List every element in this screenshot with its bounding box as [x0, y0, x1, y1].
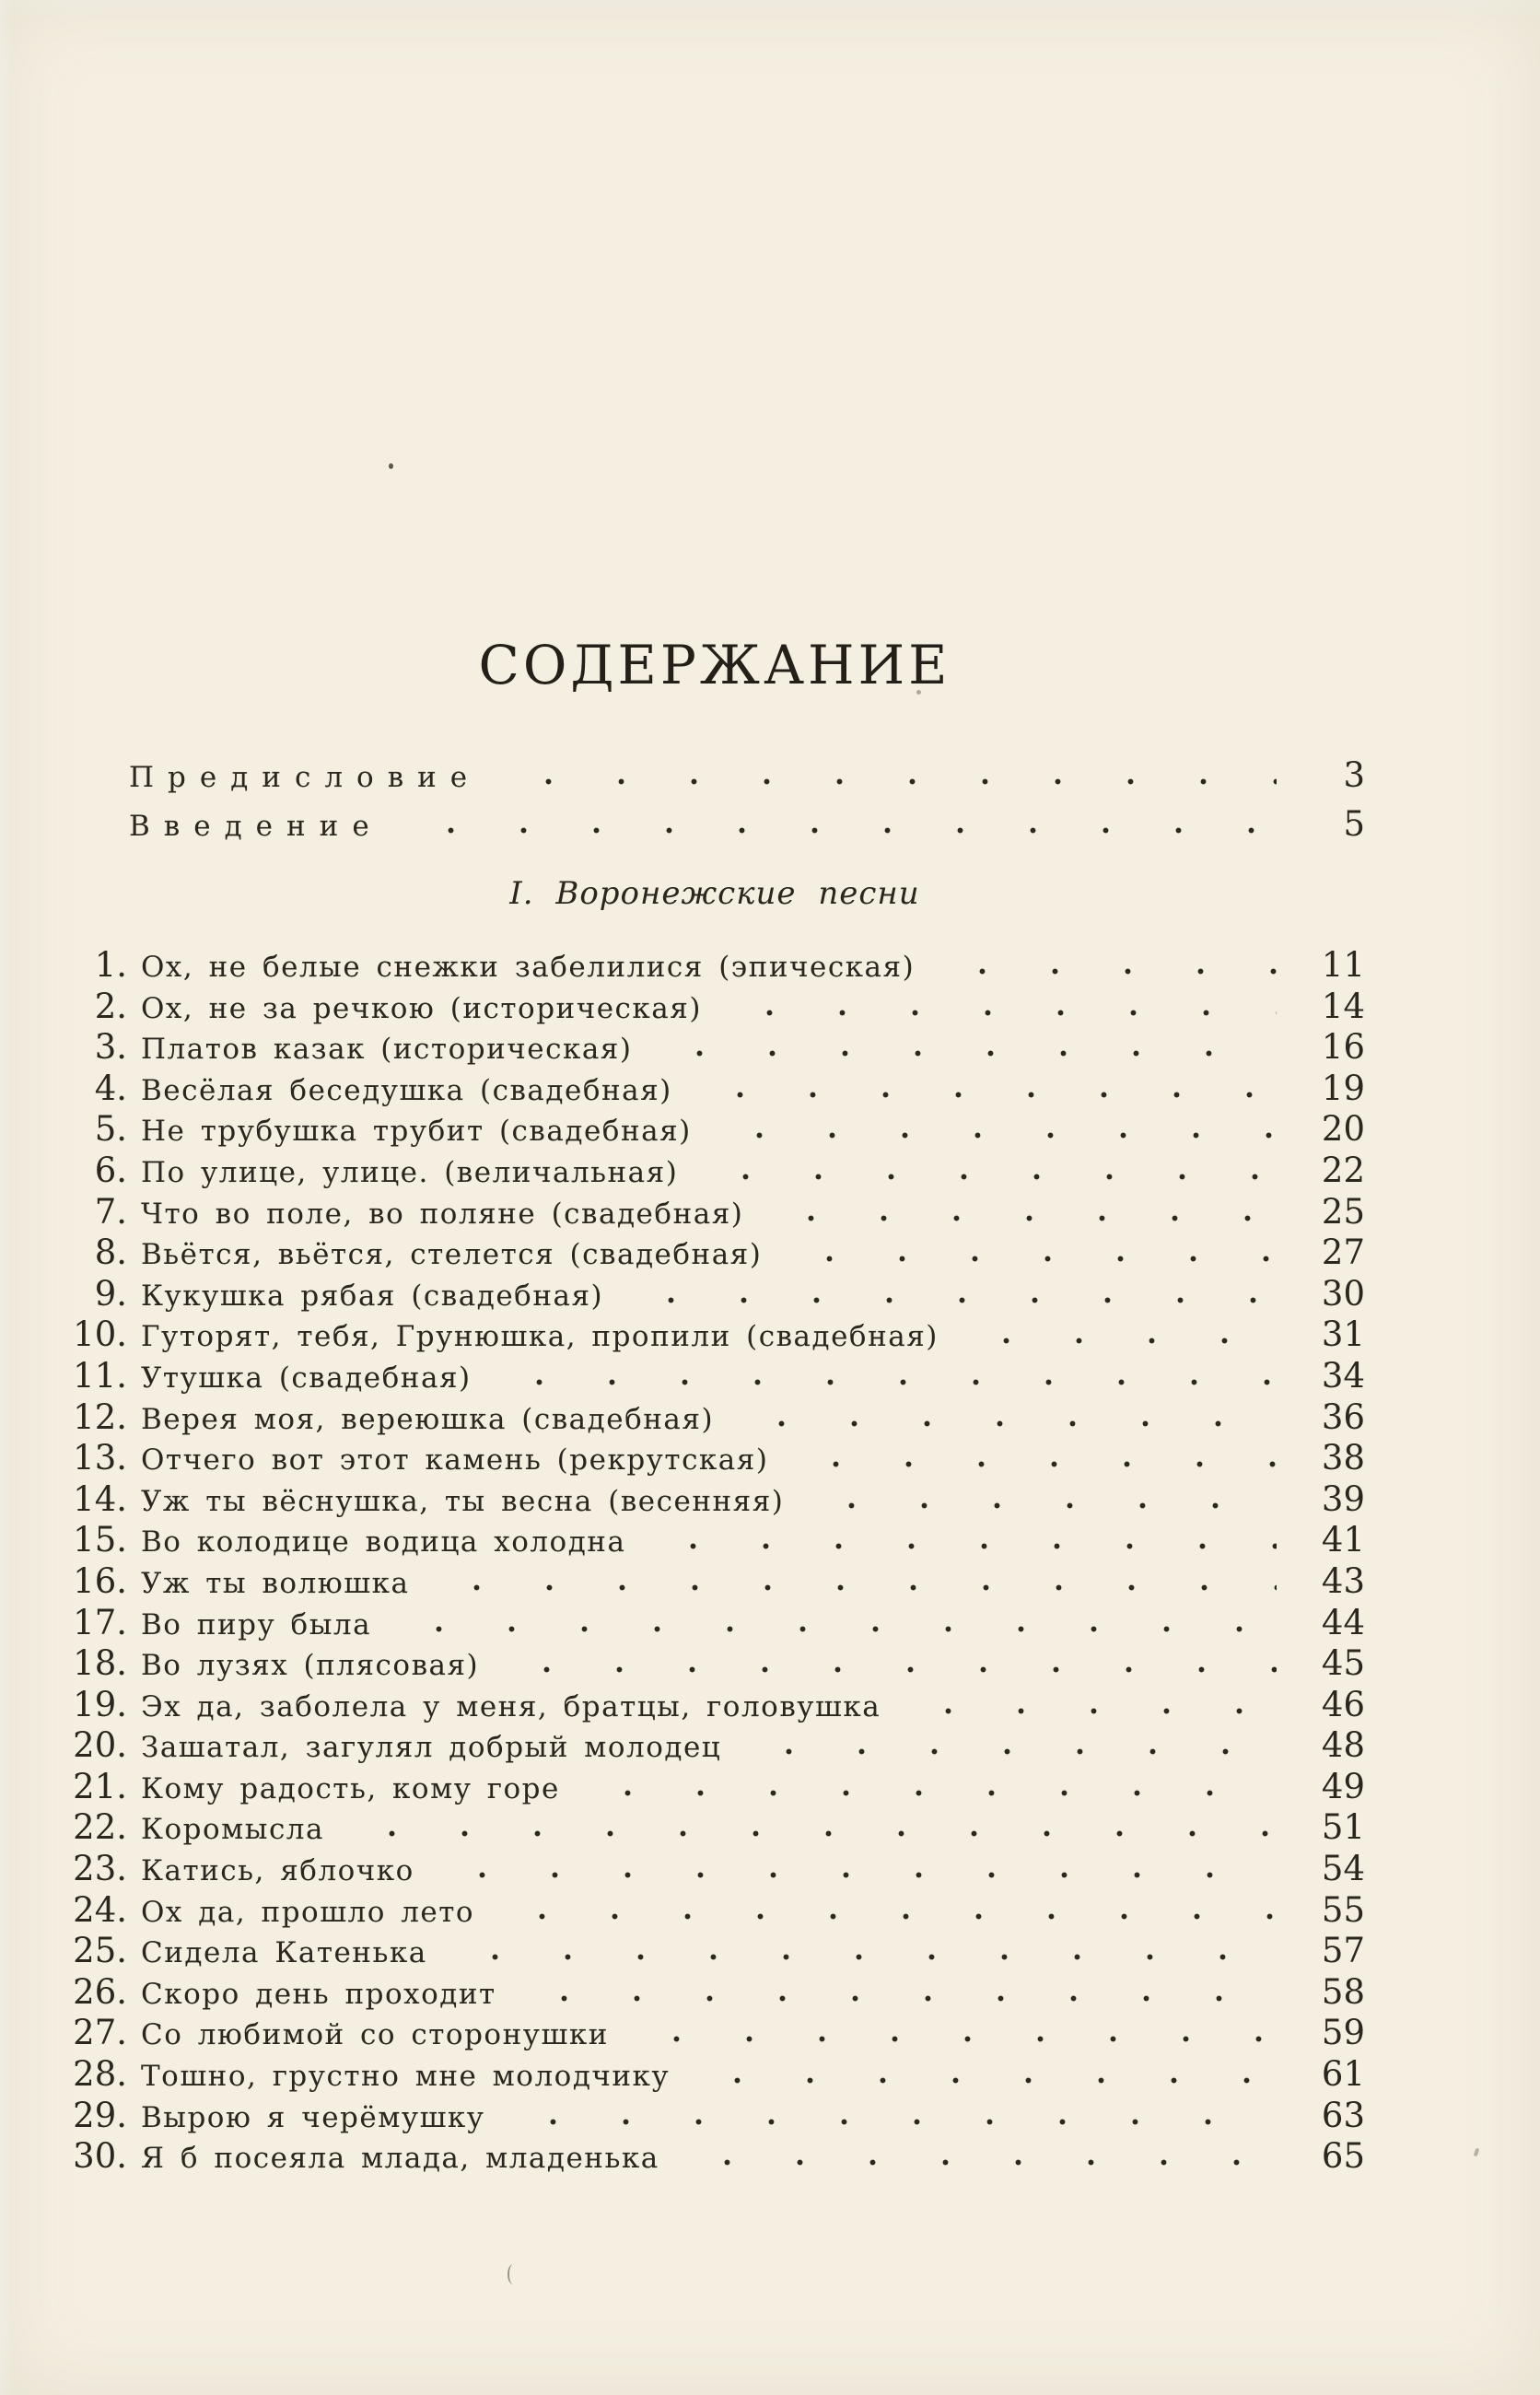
entry-page-number: 39: [1321, 1478, 1365, 1519]
dot-leader: [591, 1790, 1277, 1798]
entry-page-number: 22: [1321, 1150, 1365, 1190]
dot-leader: [793, 1256, 1277, 1264]
entry-page-number: 65: [1321, 2136, 1365, 2177]
entry-title: Зашатал, загулял добрый молодец: [141, 1731, 722, 1765]
entry-number: 19.: [73, 1684, 127, 1724]
toc-row: [64, 1971, 1365, 2015]
dot-leader: [528, 1995, 1277, 2004]
entry-title: Не трубушка трубит (свадебная): [141, 1115, 692, 1149]
dot-leader: [663, 1050, 1277, 1058]
entry-number: 30.: [73, 2136, 127, 2177]
entry-title: Ох, не за речкою (историческая): [141, 991, 702, 1025]
entry-title: Катись, яблочко: [141, 1854, 414, 1888]
front-matter-page-number: 3: [1343, 755, 1365, 795]
toc-row: [64, 1070, 1365, 1112]
toc-row: [64, 1029, 1365, 1070]
dot-leader: [657, 1543, 1277, 1551]
toc-row: [64, 1440, 1365, 1481]
toc-row: [64, 1684, 1365, 1728]
dot-leader: [970, 1338, 1277, 1346]
entry-number: 26.: [73, 1971, 127, 2012]
entry-number: 9.: [94, 1273, 127, 1314]
toc-row: [64, 1851, 1365, 1892]
toc-row: [64, 1111, 1365, 1152]
entry-title: Верея моя, вереюшка (свадебная): [141, 1402, 715, 1436]
entry-title: Гуторят, тебя, Грунюшка, пропили (свадебная): [141, 1320, 939, 1354]
entry-title: Вьётся, вьётся, стелется (свадебная): [141, 1238, 763, 1272]
dot-leader: [775, 1215, 1277, 1223]
dot-leader: [704, 1092, 1277, 1100]
entry-page-number: 20: [1321, 1109, 1365, 1150]
entry-page-number: 14: [1321, 986, 1365, 1026]
entry-page-number: 57: [1321, 1931, 1365, 1971]
entry-title: Во колодице водица холодна: [141, 1525, 626, 1560]
entry-number: 12.: [73, 1396, 127, 1437]
dot-leader: [912, 1708, 1277, 1716]
dot-leader: [356, 1830, 1277, 1839]
entry-number: 29.: [73, 2095, 127, 2135]
section-heading: I. Воронежские песни: [509, 875, 920, 912]
paper-speck: [916, 690, 921, 695]
toc-row: [64, 1478, 1365, 1523]
entry-number: 5.: [94, 1109, 127, 1150]
dot-leader: [459, 1954, 1277, 1962]
toc-row: [64, 1191, 1365, 1235]
entry-page-number: 19: [1321, 1068, 1365, 1108]
toc-row: [64, 1522, 1365, 1563]
entry-number: 21.: [73, 1766, 127, 1806]
dot-leader: [402, 1626, 1277, 1634]
entry-number: 7.: [94, 1191, 127, 1232]
entry-number: 18.: [73, 1643, 127, 1684]
entry-title: Утушка (свадебная): [141, 1361, 472, 1395]
toc-row: [64, 1560, 1365, 1605]
front-matter-label: Предисловие: [129, 761, 482, 794]
front-matter-page-number: 5: [1343, 804, 1365, 844]
dot-leader: [946, 968, 1277, 976]
entry-title: По улице, улице. (величальная): [141, 1155, 679, 1189]
paper-speck: [1474, 2148, 1480, 2157]
entry-number: 20.: [73, 1725, 127, 1766]
entry-page-number: 16: [1321, 1027, 1365, 1068]
entry-page-number: 43: [1321, 1560, 1365, 1601]
toc-list: [64, 947, 1365, 2179]
dot-leader: [503, 1379, 1277, 1387]
entry-title: Уж ты вёснушка, ты весна (весенняя): [141, 1484, 785, 1518]
dot-leader: [440, 1584, 1277, 1593]
toc-row: [64, 988, 1365, 1030]
entry-page-number: 30: [1321, 1273, 1365, 1314]
entry-page-number: 51: [1321, 1807, 1365, 1848]
toc-row: [64, 1273, 1365, 1317]
entry-page-number: 38: [1321, 1438, 1365, 1478]
entry-title: Ох да, прошло лето: [141, 1895, 475, 1929]
dot-leader: [815, 1502, 1277, 1511]
toc-row: [64, 947, 1365, 988]
dot-leader: [733, 1010, 1277, 1018]
entry-number: 24.: [73, 1889, 127, 1930]
entry-number: 22.: [73, 1807, 127, 1848]
entry-page-number: 59: [1321, 2013, 1365, 2053]
toc-row: [64, 1152, 1365, 1194]
entry-title: Во лузях (плясовая): [141, 1649, 480, 1683]
entry-number: 2.: [94, 986, 127, 1026]
entry-number: 6.: [94, 1150, 127, 1190]
entry-page-number: 54: [1321, 1849, 1365, 1889]
entry-title: Отчего вот этот камень (рекрутская): [141, 1443, 769, 1478]
dot-leader: [512, 778, 1277, 787]
entry-number: 16.: [73, 1560, 127, 1601]
paper-speck: [389, 463, 393, 469]
toc-row: [64, 2056, 1365, 2097]
dot-leader: [414, 827, 1277, 835]
front-matter-label: Введение: [129, 810, 383, 843]
entry-page-number: 46: [1321, 1684, 1365, 1724]
entry-number: 17.: [73, 1602, 127, 1642]
entry-title: Вырою я черёмушку: [141, 2100, 485, 2134]
entry-page-number: 31: [1321, 1314, 1365, 1355]
entry-number: 28.: [73, 2054, 127, 2095]
entry-title: Кукушка рябая (свадебная): [141, 1279, 604, 1313]
dot-leader: [701, 2077, 1277, 2085]
dot-leader: [799, 1461, 1277, 1469]
entry-title: Что во поле, во поляне (свадебная): [141, 1197, 744, 1231]
entry-title: Ох, не белые снежки забелилися (эпическая): [141, 951, 916, 984]
entry-page-number: 58: [1321, 1971, 1365, 2012]
toc-row: [64, 1889, 1365, 1934]
toc-row: [64, 1355, 1365, 1399]
dot-leader: [506, 1913, 1277, 1922]
paper-speck: [508, 2264, 519, 2284]
dot-leader: [745, 1420, 1277, 1429]
toc-row: [64, 1234, 1365, 1276]
page-title: СОДЕРЖАНИЕ: [478, 634, 951, 696]
toc-row: [64, 2138, 1365, 2179]
dot-leader: [635, 1297, 1277, 1305]
entry-page-number: 36: [1321, 1396, 1365, 1437]
entry-page-number: 49: [1321, 1766, 1365, 1806]
entry-number: 4.: [94, 1068, 127, 1108]
entry-number: 15.: [73, 1520, 127, 1560]
entry-page-number: 61: [1321, 2054, 1365, 2095]
entry-number: 13.: [73, 1438, 127, 1478]
toc-row: [64, 1727, 1365, 1769]
entry-number: 3.: [94, 1027, 127, 1068]
entry-number: 25.: [73, 1931, 127, 1971]
entry-title: Я б посеяла млада, младенька: [141, 2142, 659, 2176]
entry-title: Уж ты волюшка: [141, 1566, 410, 1600]
toc-row: [64, 2015, 1365, 2056]
dot-leader: [691, 2159, 1277, 2167]
entry-page-number: 27: [1321, 1233, 1365, 1273]
entry-number: 14.: [73, 1478, 127, 1519]
entry-page-number: 45: [1321, 1643, 1365, 1684]
toc-row: [64, 1933, 1365, 1974]
dot-leader: [446, 1872, 1277, 1880]
dot-leader: [752, 1748, 1277, 1757]
entry-number: 23.: [73, 1849, 127, 1889]
entry-number: 1.: [94, 945, 127, 985]
entry-title: Кому радость, кому горе: [141, 1771, 560, 1805]
entry-number: 10.: [73, 1314, 127, 1355]
front-matter-list: [64, 754, 1365, 851]
dot-leader: [723, 1132, 1277, 1140]
entry-number: 27.: [73, 2013, 127, 2053]
toc-row: [64, 1396, 1365, 1441]
toc-row: [64, 1316, 1365, 1358]
dot-leader: [640, 2036, 1277, 2044]
entry-page-number: 48: [1321, 1725, 1365, 1766]
dot-leader: [510, 1666, 1277, 1675]
toc-row: [64, 2097, 1365, 2139]
entry-number: 8.: [94, 1233, 127, 1273]
front-matter-row: [64, 754, 1365, 802]
entry-page-number: 44: [1321, 1602, 1365, 1642]
toc-row: [64, 1645, 1365, 1687]
dot-leader: [517, 2119, 1277, 2127]
toc-row: [64, 1602, 1365, 1646]
entry-page-number: 11: [1321, 945, 1365, 985]
toc-row: [64, 1766, 1365, 1810]
entry-title: Платов казак (историческая): [141, 1033, 633, 1067]
entry-title: Эх да, заболела у меня, братцы, головушка: [141, 1689, 881, 1723]
entry-page-number: 41: [1321, 1520, 1365, 1560]
entry-title: Сидела Катенька: [141, 1936, 427, 1970]
entry-title: Во пиру была: [141, 1607, 372, 1641]
entry-title: Коромысла: [141, 1813, 324, 1847]
entry-page-number: 55: [1321, 1889, 1365, 1930]
entry-title: Со любимой со сторонушки: [141, 2018, 609, 2052]
entry-page-number: 34: [1321, 1355, 1365, 1396]
entry-title: Весёлая беседушка (свадебная): [141, 1073, 672, 1107]
entry-title: Скоро день проходит: [141, 1977, 496, 2011]
entry-number: 11.: [73, 1355, 127, 1396]
toc-row: [64, 1809, 1365, 1851]
entry-title: Тошно, грустно мне молодчику: [141, 2060, 671, 2094]
front-matter-row: [64, 802, 1365, 851]
entry-page-number: 25: [1321, 1191, 1365, 1232]
entry-page-number: 63: [1321, 2095, 1365, 2135]
dot-leader: [709, 1174, 1277, 1182]
